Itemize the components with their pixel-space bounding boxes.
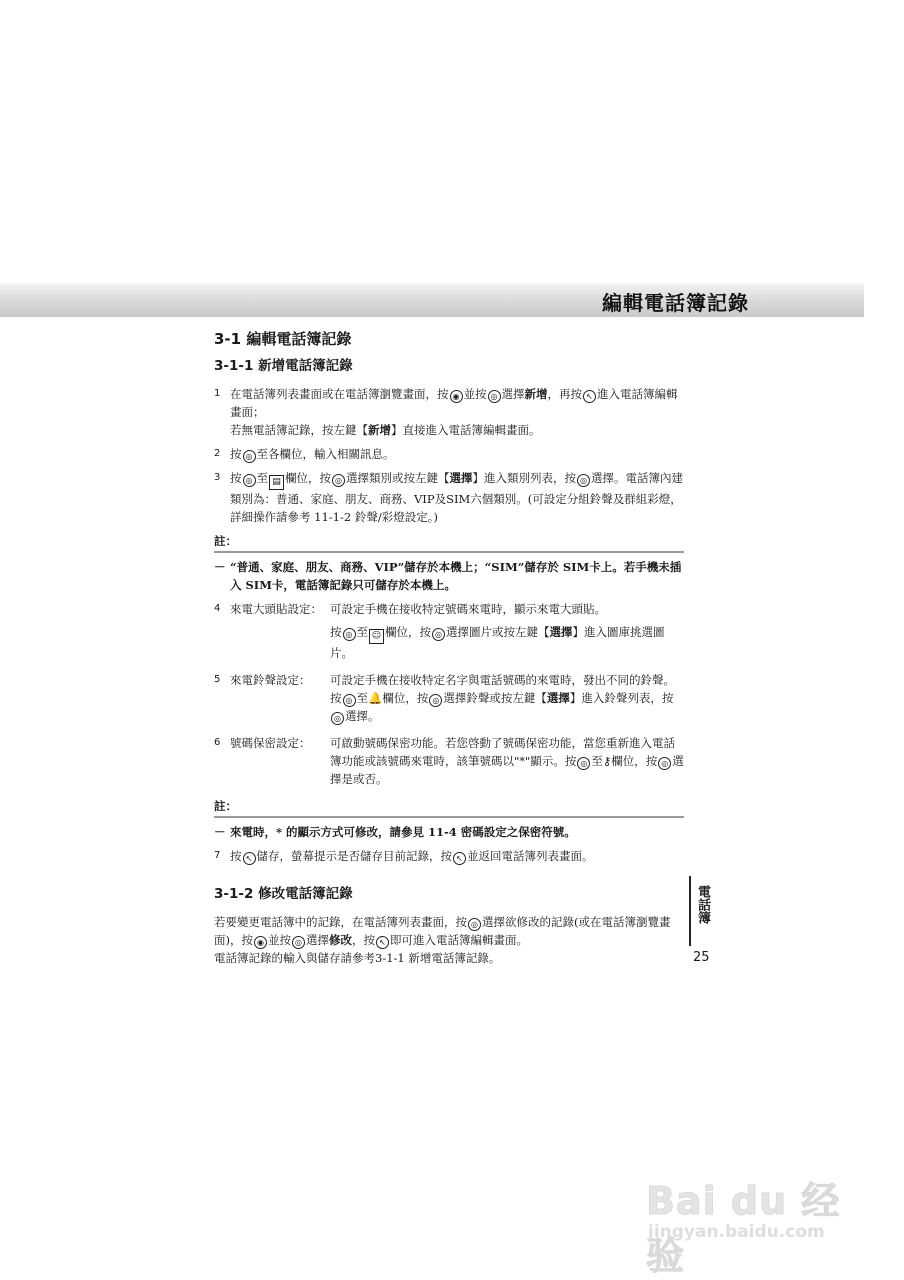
ok-key-icon: ◉ xyxy=(254,936,267,949)
nav-key-icon: ◎ xyxy=(468,918,481,931)
section-title: 3-1 編輯電話簿記錄 xyxy=(214,330,352,348)
note-label: 註： xyxy=(214,532,684,553)
nav-key-icon: ◎ xyxy=(577,757,590,770)
note-text: － “普通、家庭、朋友、商務、VIP”儲存於本機上；“SIM”儲存於 SIM卡上。若手機未插入 SIM卡，電話簿記錄只可儲存於本機上。 xyxy=(214,560,682,592)
step-number: 6 xyxy=(214,737,221,748)
soft-key-icon: ↖ xyxy=(453,852,466,865)
subsection-title: 3-1-2 修改電話簿記錄 xyxy=(214,886,353,902)
note-label: 註： xyxy=(214,797,684,818)
chapter-title: 編輯電話簿記錄 xyxy=(602,291,749,315)
page-content xyxy=(214,330,684,967)
baidu-logo: Bai du 经验 xyxy=(646,1179,841,1278)
step-number: 5 xyxy=(214,674,221,685)
note-text: － 來電時，* 的顯示方式可修改，請參見 11-4 密碼設定之保密符號。 xyxy=(214,825,576,839)
step-5: 5 來電鈴聲設定： 可設定手機在接收特定名字與電話號碼的來電時，發出不同的鈴聲。按 ◎ 至🔔欄位，按 ◎ 選擇鈴聲或按左鍵【選擇】進入鈴聲列表，按◎ 選擇。 xyxy=(214,671,684,730)
step-number: 7 xyxy=(214,850,221,861)
step-label: 號碼保密設定： xyxy=(230,736,311,750)
subsection-title: 3-1-1 新增電話簿記錄 xyxy=(214,358,353,374)
step-number: 4 xyxy=(214,603,221,614)
step-number: 1 xyxy=(214,388,221,399)
page-number: 25 xyxy=(693,950,710,965)
key-privacy-icon: ⚷ xyxy=(602,754,612,768)
nav-key-icon: ◎ xyxy=(243,474,256,487)
soft-key-icon: ↖ xyxy=(243,852,256,865)
watermark-url: jingyan.baidu.com xyxy=(648,1222,825,1242)
soft-key-icon: ↖ xyxy=(583,390,596,403)
nav-key-icon: ◎ xyxy=(343,694,356,707)
step-7: 7 按 ↖ 儲存，螢幕提示是否儲存目前記錄，按 ↖ 並返回電話簿列表畫面。 xyxy=(214,849,594,863)
nav-key-icon: ◎ xyxy=(658,757,671,770)
step-1: 1 在電話簿列表畫面或在電話簿瀏覽畫面，按 ◉ 並按 ◎ 選擇新增，再按 ↖ 進入電話簿編輯畫面； 若無電話簿記錄，按左鍵【新增】直接進入電話簿編輯畫面。 xyxy=(214,387,678,437)
edit-paragraph: 若要變更電話簿中的記錄，在電話簿列表畫面，按 ◎ 選擇欲修改的記錄(或在電話簿瀏覽畫面)，按 ◉ 並按 ◎ 選擇修改，按 ↖ 即可進入電話簿編輯畫面。 電話簿記錄的輸入與儲存請參考3-1-1 新增電話簿記錄。 xyxy=(214,915,671,965)
photo-field-icon: ☺ xyxy=(369,629,384,644)
soft-key-icon: ↖ xyxy=(376,936,389,949)
watermark xyxy=(636,1150,876,1278)
step-label: 來電鈴聲設定： xyxy=(230,673,311,687)
step-6: 6 號碼保密設定： 可啟動號碼保密功能。若您啓動了號碼保密功能，當您重新進入電話簿功能或該號碼來電時，該筆號碼以"*"顯示。按 ◎ 至⚷欄位，按 ◎ 選擇是或否。 xyxy=(214,734,684,793)
bell-icon: 🔔 xyxy=(368,691,383,705)
step-label: 來電大頭貼設定： xyxy=(230,602,322,616)
nav-key-icon: ◎ xyxy=(488,390,501,403)
step-2: 2 按 ◎ 至各欄位，輸入相關訊息。 xyxy=(214,447,395,461)
nav-key-icon: ◎ xyxy=(429,694,442,707)
chapter-side-label: 電話簿 xyxy=(695,885,710,924)
nav-key-icon: ◎ xyxy=(432,628,445,641)
nav-key-icon: ◎ xyxy=(343,628,356,641)
nav-key-icon: ◎ xyxy=(577,474,590,487)
step-number: 2 xyxy=(214,448,221,459)
nav-key-icon: ◎ xyxy=(331,712,344,725)
nav-key-icon: ◎ xyxy=(243,450,256,463)
category-field-icon: ▤ xyxy=(269,475,284,490)
nav-key-icon: ◎ xyxy=(292,936,305,949)
step-number: 3 xyxy=(214,472,221,483)
ok-key-icon: ◉ xyxy=(450,390,463,403)
step-3: 3 按 ◎ 至 ▤ 欄位，按 ◎ 選擇類別或按左鍵【選擇】進入類別列表，按 ◎ 選擇。電話簿內建類別為：普通、家庭、朋友、商務、VIP及SIM六個類別。(可設定分組鈴聲及群組彩燈，詳細操作請參考 11-1-2 鈴聲/彩燈設定。) xyxy=(214,471,683,524)
step-4: 4 來電大頭貼設定： 可設定手機在接收特定號碼來電時，顯示來電大頭貼。 按 ◎ 至 ☺ 欄位，按 ◎ 選擇圖片或按左鍵【選擇】進入圖庫挑選圖片。 xyxy=(214,600,684,667)
nav-key-icon: ◎ xyxy=(332,474,345,487)
